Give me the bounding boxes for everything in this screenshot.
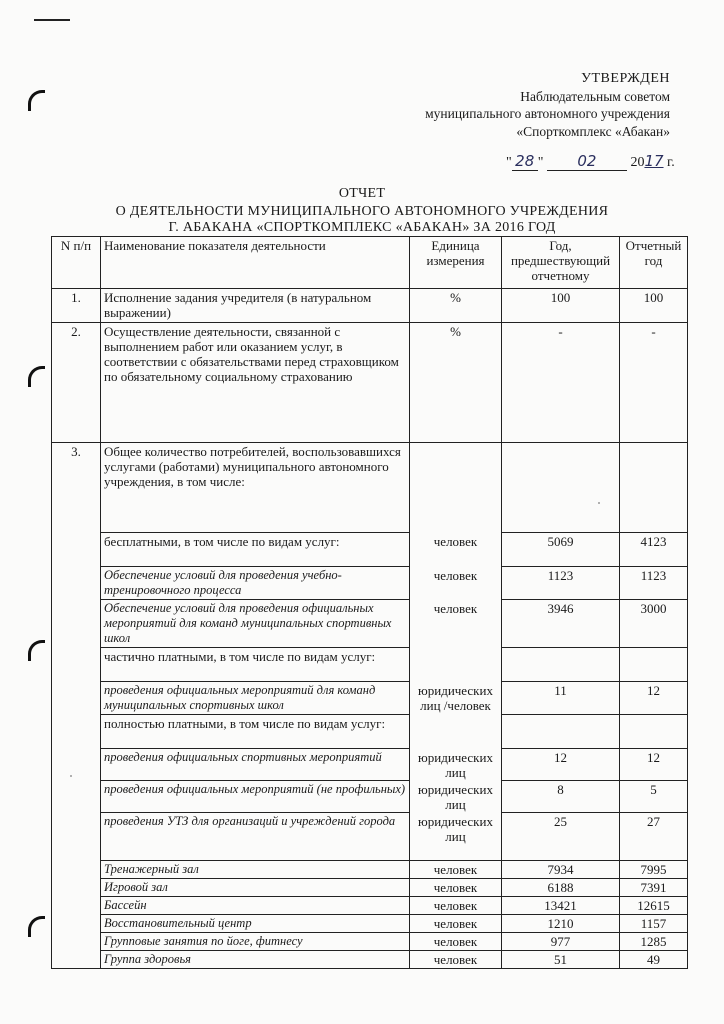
row-unit: % bbox=[410, 289, 502, 323]
table-row bbox=[52, 715, 688, 749]
date-day: 28 bbox=[512, 152, 538, 171]
report-subtitle: О ДЕЯТЕЛЬНОСТИ МУНИЦИПАЛЬНОГО АВТОНОМНОГО УЧРЕЖДЕНИЯ bbox=[115, 204, 609, 219]
report-table bbox=[51, 236, 688, 969]
row-curr: 100 bbox=[620, 289, 688, 323]
approval-date: " 28 " 02 2017 г. bbox=[506, 152, 675, 170]
row-curr bbox=[620, 443, 688, 533]
row-name: проведения официальных мероприятий для команд муниципальных спортивных школ bbox=[101, 682, 410, 715]
date-month: 02 bbox=[547, 152, 627, 171]
table-row bbox=[52, 879, 688, 897]
row-prev: - bbox=[502, 323, 620, 443]
row-num: 1. bbox=[52, 289, 101, 323]
row-prev: 100 bbox=[502, 289, 620, 323]
row-unit: юридических лиц bbox=[410, 813, 502, 861]
header-num: N п/п bbox=[52, 237, 101, 289]
row-name: Исполнение задания учредителя (в натуральном выражении) bbox=[101, 289, 410, 323]
approval-heading: УТВЕРЖДЕН bbox=[581, 71, 670, 86]
row-prev: 7934 bbox=[502, 861, 620, 879]
row-prev bbox=[502, 715, 620, 749]
punch-hole-mark bbox=[28, 90, 45, 111]
punch-hole-mark bbox=[28, 366, 45, 387]
row-unit: человек bbox=[410, 933, 502, 951]
row-prev: 51 bbox=[502, 951, 620, 969]
table-row bbox=[52, 648, 688, 682]
approval-line: муниципального автономного учреждения bbox=[425, 106, 670, 121]
row-unit: человек bbox=[410, 861, 502, 879]
row-prev: 8 bbox=[502, 781, 620, 813]
header-curr: Отчетный год bbox=[620, 237, 688, 289]
row-unit: человек bbox=[410, 600, 502, 648]
row-curr: 7391 bbox=[620, 879, 688, 897]
row-prev: 3946 bbox=[502, 600, 620, 648]
row-prev: 12 bbox=[502, 749, 620, 781]
table-row bbox=[52, 749, 688, 781]
table-row bbox=[52, 323, 688, 443]
table-row bbox=[52, 897, 688, 915]
table-header-row bbox=[52, 237, 688, 289]
row-curr bbox=[620, 715, 688, 749]
table-row bbox=[52, 951, 688, 969]
table-row bbox=[52, 861, 688, 879]
row-curr: 4123 bbox=[620, 533, 688, 567]
row-name: Групповые занятия по йоге, фитнесу bbox=[101, 933, 410, 951]
row-unit: человек bbox=[410, 951, 502, 969]
approval-line: Наблюдательным советом bbox=[520, 88, 670, 104]
row-prev: 6188 bbox=[502, 879, 620, 897]
row-curr: 5 bbox=[620, 781, 688, 813]
row-curr: 1123 bbox=[620, 567, 688, 600]
approval-block bbox=[425, 70, 670, 140]
table-row bbox=[52, 533, 688, 567]
row-name: Общее количество потребителей, воспользовавшихся услугами (работами) муниципального автономного учреждения, в том числе: bbox=[101, 443, 410, 533]
row-name: Тренажерный зал bbox=[101, 861, 410, 879]
row-unit bbox=[410, 715, 502, 749]
row-unit: юридических лиц /человек bbox=[410, 682, 502, 715]
row-name: проведения УТЗ для организаций и учреждений города bbox=[101, 813, 410, 861]
header-name: Наименование показателя деятельности bbox=[101, 237, 410, 289]
table-row bbox=[52, 567, 688, 600]
row-unit: человек bbox=[410, 567, 502, 600]
row-num: 3. bbox=[52, 443, 101, 969]
row-curr: 1285 bbox=[620, 933, 688, 951]
row-unit: юридических лиц bbox=[410, 749, 502, 781]
report-subtitle: Г. АБАКАНА «СПОРТКОМПЛЕКС «АБАКАН» ЗА 2016 ГОД bbox=[168, 220, 556, 235]
row-unit: человек bbox=[410, 879, 502, 897]
row-curr: 49 bbox=[620, 951, 688, 969]
row-curr: 1157 bbox=[620, 915, 688, 933]
row-unit: юридических лиц bbox=[410, 781, 502, 813]
row-prev: 25 bbox=[502, 813, 620, 861]
table-row bbox=[52, 781, 688, 813]
table-row bbox=[52, 289, 688, 323]
row-curr: 12 bbox=[620, 682, 688, 715]
row-num: 2. bbox=[52, 323, 101, 443]
row-prev: 1123 bbox=[502, 567, 620, 600]
approval-line: «Спорткомплекс «Абакан» bbox=[516, 123, 670, 139]
row-unit bbox=[410, 443, 502, 533]
date-year-hand: 17 bbox=[644, 152, 664, 170]
row-name: Обеспечение условий для проведения официальных мероприятий для команд муниципальных спортивных школ bbox=[101, 600, 410, 648]
row-name: частично платными, в том числе по видам услуг: bbox=[101, 648, 410, 682]
row-prev: 1210 bbox=[502, 915, 620, 933]
row-unit: человек bbox=[410, 897, 502, 915]
row-unit bbox=[410, 648, 502, 682]
row-unit: % bbox=[410, 323, 502, 443]
table-row bbox=[52, 933, 688, 951]
table-row bbox=[52, 682, 688, 715]
row-curr bbox=[620, 648, 688, 682]
row-curr: 12 bbox=[620, 749, 688, 781]
row-unit: человек bbox=[410, 533, 502, 567]
row-curr: 7995 bbox=[620, 861, 688, 879]
table-row bbox=[52, 813, 688, 861]
row-name: проведения официальных мероприятий (не профильных) bbox=[101, 781, 410, 813]
row-prev bbox=[502, 648, 620, 682]
row-prev: 13421 bbox=[502, 897, 620, 915]
report-title: ОТЧЕТ bbox=[338, 186, 386, 201]
punch-hole-mark bbox=[28, 916, 45, 937]
header-prev: Год, предшествующий отчетному bbox=[502, 237, 620, 289]
row-name: Группа здоровья bbox=[101, 951, 410, 969]
row-name: Игровой зал bbox=[101, 879, 410, 897]
date-suffix: г. bbox=[667, 155, 675, 170]
punch-hole-mark bbox=[28, 640, 45, 661]
header-unit: Единица измерения bbox=[410, 237, 502, 289]
row-curr: - bbox=[620, 323, 688, 443]
row-prev: 977 bbox=[502, 933, 620, 951]
table-row bbox=[52, 443, 688, 533]
row-name: полностью платными, в том числе по видам услуг: bbox=[101, 715, 410, 749]
row-name: проведения официальных спортивных мероприятий bbox=[101, 749, 410, 781]
row-name: Бассейн bbox=[101, 897, 410, 915]
row-unit: человек bbox=[410, 915, 502, 933]
row-prev: 5069 bbox=[502, 533, 620, 567]
row-name: Осуществление деятельности, связанной с выполнением работ или оказанием услуг, в соответствии с обязательствами перед страховщиком по обязательному социальному страхованию bbox=[101, 323, 410, 443]
table-row bbox=[52, 600, 688, 648]
row-name: Обеспечение условий для проведения учебно-тренировочного процесса bbox=[101, 567, 410, 600]
row-curr: 3000 bbox=[620, 600, 688, 648]
row-name: бесплатными, в том числе по видам услуг: bbox=[101, 533, 410, 567]
row-prev bbox=[502, 443, 620, 533]
row-name: Восстановительный центр bbox=[101, 915, 410, 933]
table-row bbox=[52, 915, 688, 933]
scan-mark bbox=[34, 19, 70, 21]
row-curr: 12615 bbox=[620, 897, 688, 915]
date-year-prefix: 20 bbox=[630, 155, 645, 170]
row-prev: 11 bbox=[502, 682, 620, 715]
row-curr: 27 bbox=[620, 813, 688, 861]
